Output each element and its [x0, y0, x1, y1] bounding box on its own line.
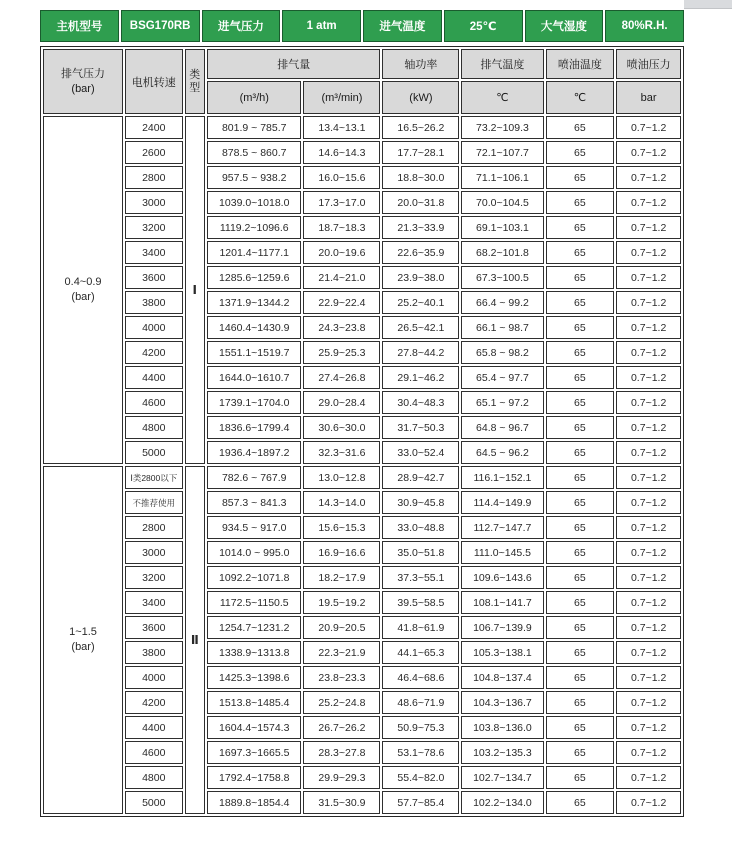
table-row — [43, 366, 681, 389]
param-humidity-label: 大气湿度 — [525, 10, 604, 42]
cell-flow-m3min: 29.9~29.3 — [303, 766, 380, 789]
unit-exhaust-temp: ℃ — [461, 81, 543, 114]
table-row — [43, 666, 681, 689]
cell-oil-pressure: 0.7~1.2 — [616, 441, 681, 464]
cell-flow-m3h: 1460.4~1430.9 — [207, 316, 301, 339]
cell-flow-m3min: 19.5~19.2 — [303, 591, 380, 614]
cell-flow-m3h: 1254.7~1231.2 — [207, 616, 301, 639]
cell-shaft-power: 21.3~33.9 — [382, 216, 459, 239]
cell-motor-speed: Ⅰ类2800以下 — [125, 466, 182, 489]
cell-motor-speed: 5000 — [125, 791, 182, 814]
cell-exhaust-temp: 64.5 ~ 96.2 — [461, 441, 543, 464]
cell-flow-m3min: 24.3~23.8 — [303, 316, 380, 339]
cell-motor-speed: 4400 — [125, 366, 182, 389]
cell-flow-m3h: 1039.0~1018.0 — [207, 191, 301, 214]
table-row — [43, 116, 681, 139]
cell-flow-m3h: 801.9 ~ 785.7 — [207, 116, 301, 139]
unit-oil-temp: ℃ — [546, 81, 615, 114]
param-inlet-temp-value: 25℃ — [444, 10, 523, 42]
cell-exhaust-temp: 106.7~139.9 — [461, 616, 543, 639]
cell-exhaust-temp: 103.8~136.0 — [461, 716, 543, 739]
cell-flow-m3h: 1604.4~1574.3 — [207, 716, 301, 739]
col-header-oil-temp: 喷油温度 — [546, 49, 615, 79]
cell-oil-temp: 65 — [546, 191, 615, 214]
header-row-1 — [43, 49, 681, 79]
cell-oil-pressure: 0.7~1.2 — [616, 791, 681, 814]
unit-oil-pressure: bar — [616, 81, 681, 114]
cell-motor-speed: 不推荐使用 — [125, 491, 182, 514]
cell-flow-m3min: 18.2~17.9 — [303, 566, 380, 589]
param-host-model-value: BSG170RB — [121, 10, 200, 42]
cell-oil-temp: 65 — [546, 666, 615, 689]
cell-flow-m3min: 25.9~25.3 — [303, 341, 380, 364]
cell-oil-temp: 65 — [546, 241, 615, 264]
cell-oil-pressure: 0.7~1.2 — [616, 316, 681, 339]
cell-oil-pressure: 0.7~1.2 — [616, 341, 681, 364]
pressure-range-cell-1: 0.4~0.9 (bar) — [43, 116, 123, 464]
cell-shaft-power: 57.7~85.4 — [382, 791, 459, 814]
col-header-oil-pressure: 喷油压力 — [616, 49, 681, 79]
cell-flow-m3min: 14.6~14.3 — [303, 141, 380, 164]
cell-flow-m3min: 23.8~23.3 — [303, 666, 380, 689]
cell-exhaust-temp: 103.2~135.3 — [461, 741, 543, 764]
cell-shaft-power: 33.0~48.8 — [382, 516, 459, 539]
cell-shaft-power: 33.0~52.4 — [382, 441, 459, 464]
table-row — [43, 741, 681, 764]
cell-exhaust-temp: 69.1~103.1 — [461, 216, 543, 239]
cell-flow-m3min: 29.0~28.4 — [303, 391, 380, 414]
cell-motor-speed: 3800 — [125, 291, 182, 314]
cell-flow-m3h: 1836.6~1799.4 — [207, 416, 301, 439]
cell-motor-speed: 2600 — [125, 141, 182, 164]
cell-flow-m3h: 934.5 ~ 917.0 — [207, 516, 301, 539]
cell-oil-pressure: 0.7~1.2 — [616, 666, 681, 689]
cell-oil-pressure: 0.7~1.2 — [616, 216, 681, 239]
cell-oil-pressure: 0.7~1.2 — [616, 291, 681, 314]
cell-shaft-power: 16.5~26.2 — [382, 116, 459, 139]
cell-exhaust-temp: 114.4~149.9 — [461, 491, 543, 514]
table-row — [43, 516, 681, 539]
exhaust-pressure-label: 排气压力 — [61, 68, 106, 81]
cell-flow-m3min: 18.7~18.3 — [303, 216, 380, 239]
cell-motor-speed: 3800 — [125, 641, 182, 664]
cell-flow-m3h: 1119.2~1096.6 — [207, 216, 301, 239]
cell-flow-m3h: 1014.0 ~ 995.0 — [207, 541, 301, 564]
cell-oil-pressure: 0.7~1.2 — [616, 616, 681, 639]
cell-oil-temp: 65 — [546, 141, 615, 164]
table-row — [43, 591, 681, 614]
table-body — [43, 116, 681, 814]
table-row — [43, 166, 681, 189]
cell-exhaust-temp: 108.1~141.7 — [461, 591, 543, 614]
cell-shaft-power: 53.1~78.6 — [382, 741, 459, 764]
cell-flow-m3min: 21.4~21.0 — [303, 266, 380, 289]
table-row — [43, 441, 681, 464]
cell-flow-m3h: 878.5 ~ 860.7 — [207, 141, 301, 164]
param-host-model-label: 主机型号 — [40, 10, 119, 42]
cell-exhaust-temp: 66.1 ~ 98.7 — [461, 316, 543, 339]
cell-flow-m3h: 1201.4~1177.1 — [207, 241, 301, 264]
cell-flow-m3h: 1513.8~1485.4 — [207, 691, 301, 714]
cell-shaft-power: 30.9~45.8 — [382, 491, 459, 514]
cell-oil-pressure: 0.7~1.2 — [616, 766, 681, 789]
cell-motor-speed: 4400 — [125, 716, 182, 739]
cell-shaft-power: 48.6~71.9 — [382, 691, 459, 714]
table-row — [43, 766, 681, 789]
cell-exhaust-temp: 71.1~106.1 — [461, 166, 543, 189]
cell-exhaust-temp: 104.3~136.7 — [461, 691, 543, 714]
table-row — [43, 691, 681, 714]
cell-flow-m3min: 32.3~31.6 — [303, 441, 380, 464]
cell-oil-pressure: 0.7~1.2 — [616, 691, 681, 714]
pressure-range-cell-2: 1~1.5 (bar) — [43, 466, 123, 814]
exhaust-pressure-unit: (bar) — [71, 82, 95, 95]
cell-flow-m3min: 20.9~20.5 — [303, 616, 380, 639]
cell-flow-m3min: 16.9~16.6 — [303, 541, 380, 564]
cell-flow-m3h: 1889.8~1854.4 — [207, 791, 301, 814]
cell-flow-m3min: 20.0~19.6 — [303, 241, 380, 264]
cell-motor-speed: 3400 — [125, 591, 182, 614]
cell-exhaust-temp: 67.3~100.5 — [461, 266, 543, 289]
param-inlet-pressure-label: 进气压力 — [202, 10, 281, 42]
table-row — [43, 141, 681, 164]
cell-shaft-power: 50.9~75.3 — [382, 716, 459, 739]
cell-exhaust-temp: 72.1~107.7 — [461, 141, 543, 164]
table-row — [43, 641, 681, 664]
cell-oil-temp: 65 — [546, 616, 615, 639]
cell-motor-speed: 3000 — [125, 191, 182, 214]
cell-oil-temp: 65 — [546, 216, 615, 239]
cell-shaft-power: 41.8~61.9 — [382, 616, 459, 639]
cell-oil-pressure: 0.7~1.2 — [616, 566, 681, 589]
cell-flow-m3h: 1092.2~1071.8 — [207, 566, 301, 589]
cell-exhaust-temp: 109.6~143.6 — [461, 566, 543, 589]
unit-flow-m3h: (m³/h) — [207, 81, 301, 114]
cell-flow-m3min: 13.4~13.1 — [303, 116, 380, 139]
cell-oil-pressure: 0.7~1.2 — [616, 716, 681, 739]
cell-exhaust-temp: 68.2~101.8 — [461, 241, 543, 264]
cell-exhaust-temp: 73.2~109.3 — [461, 116, 543, 139]
cell-exhaust-temp: 104.8~137.4 — [461, 666, 543, 689]
cell-shaft-power: 28.9~42.7 — [382, 466, 459, 489]
cell-shaft-power: 46.4~68.6 — [382, 666, 459, 689]
cell-flow-m3min: 14.3~14.0 — [303, 491, 380, 514]
cell-oil-pressure: 0.7~1.2 — [616, 241, 681, 264]
cell-oil-temp: 65 — [546, 441, 615, 464]
table-row — [43, 416, 681, 439]
cell-shaft-power: 18.8~30.0 — [382, 166, 459, 189]
param-humidity-value: 80%R.H. — [605, 10, 684, 42]
cell-flow-m3h: 782.6 ~ 767.9 — [207, 466, 301, 489]
cell-oil-temp: 65 — [546, 716, 615, 739]
cell-oil-pressure: 0.7~1.2 — [616, 416, 681, 439]
cell-exhaust-temp: 102.2~134.0 — [461, 791, 543, 814]
cell-motor-speed: 4200 — [125, 341, 182, 364]
cell-motor-speed: 3600 — [125, 616, 182, 639]
table-row — [43, 566, 681, 589]
table-row — [43, 216, 681, 239]
cell-shaft-power: 22.6~35.9 — [382, 241, 459, 264]
cell-oil-temp: 65 — [546, 166, 615, 189]
cell-oil-pressure: 0.7~1.2 — [616, 516, 681, 539]
cell-oil-temp: 65 — [546, 366, 615, 389]
cell-shaft-power: 44.1~65.3 — [382, 641, 459, 664]
table-row — [43, 716, 681, 739]
table-row — [43, 616, 681, 639]
table-row — [43, 791, 681, 814]
cell-oil-temp: 65 — [546, 691, 615, 714]
cell-motor-speed: 4600 — [125, 391, 182, 414]
cell-oil-temp: 65 — [546, 591, 615, 614]
cell-shaft-power: 30.4~48.3 — [382, 391, 459, 414]
cell-exhaust-temp: 111.0~145.5 — [461, 541, 543, 564]
cell-exhaust-temp: 70.0~104.5 — [461, 191, 543, 214]
cell-motor-speed: 4000 — [125, 316, 182, 339]
cell-flow-m3h: 957.5 ~ 938.2 — [207, 166, 301, 189]
cell-oil-pressure: 0.7~1.2 — [616, 591, 681, 614]
cell-exhaust-temp: 105.3~138.1 — [461, 641, 543, 664]
unit-flow-m3min: (m³/min) — [303, 81, 380, 114]
cell-flow-m3min: 22.3~21.9 — [303, 641, 380, 664]
cell-shaft-power: 26.5~42.1 — [382, 316, 459, 339]
cell-motor-speed: 4200 — [125, 691, 182, 714]
cell-flow-m3h: 1172.5~1150.5 — [207, 591, 301, 614]
cell-shaft-power: 23.9~38.0 — [382, 266, 459, 289]
cell-flow-m3h: 1792.4~1758.8 — [207, 766, 301, 789]
table-row — [43, 491, 681, 514]
cell-oil-temp: 65 — [546, 491, 615, 514]
table-row — [43, 266, 681, 289]
cell-motor-speed: 3200 — [125, 566, 182, 589]
cell-oil-temp: 65 — [546, 541, 615, 564]
cell-flow-m3min: 17.3~17.0 — [303, 191, 380, 214]
cell-oil-temp: 65 — [546, 791, 615, 814]
table-row — [43, 316, 681, 339]
cell-oil-temp: 65 — [546, 416, 615, 439]
cell-flow-m3min: 16.0~15.6 — [303, 166, 380, 189]
cell-oil-pressure: 0.7~1.2 — [616, 141, 681, 164]
cell-flow-m3min: 22.9~22.4 — [303, 291, 380, 314]
cell-exhaust-temp: 102.7~134.7 — [461, 766, 543, 789]
cell-flow-m3h: 1697.3~1665.5 — [207, 741, 301, 764]
table-row — [43, 241, 681, 264]
cell-flow-m3min: 31.5~30.9 — [303, 791, 380, 814]
cell-flow-m3h: 1644.0~1610.7 — [207, 366, 301, 389]
cell-flow-m3h: 857.3 ~ 841.3 — [207, 491, 301, 514]
cell-exhaust-temp: 64.8 ~ 96.7 — [461, 416, 543, 439]
cell-exhaust-temp: 65.4 ~ 97.7 — [461, 366, 543, 389]
cell-motor-speed: 3600 — [125, 266, 182, 289]
cell-flow-m3h: 1371.9~1344.2 — [207, 291, 301, 314]
cell-motor-speed: 4600 — [125, 741, 182, 764]
cell-shaft-power: 20.0~31.8 — [382, 191, 459, 214]
cell-exhaust-temp: 65.8 ~ 98.2 — [461, 341, 543, 364]
col-header-type: 类型 — [185, 49, 206, 114]
table-row — [43, 191, 681, 214]
cell-oil-pressure: 0.7~1.2 — [616, 491, 681, 514]
cell-oil-temp: 65 — [546, 641, 615, 664]
cell-motor-speed: 4800 — [125, 416, 182, 439]
cell-motor-speed: 2800 — [125, 516, 182, 539]
col-header-exhaust-temp: 排气温度 — [461, 49, 543, 79]
cell-shaft-power: 25.2~40.1 — [382, 291, 459, 314]
cell-shaft-power: 27.8~44.2 — [382, 341, 459, 364]
table-row — [43, 541, 681, 564]
cell-oil-pressure: 0.7~1.2 — [616, 191, 681, 214]
cell-oil-temp: 65 — [546, 341, 615, 364]
cell-shaft-power: 37.3~55.1 — [382, 566, 459, 589]
col-header-flow: 排气量 — [207, 49, 380, 79]
spec-table — [40, 46, 684, 817]
cell-oil-pressure: 0.7~1.2 — [616, 741, 681, 764]
cell-flow-m3min: 13.0~12.8 — [303, 466, 380, 489]
param-inlet-temp-label: 进气温度 — [363, 10, 442, 42]
cell-exhaust-temp: 65.1 ~ 97.2 — [461, 391, 543, 414]
cell-motor-speed: 4000 — [125, 666, 182, 689]
cell-flow-m3min: 28.3~27.8 — [303, 741, 380, 764]
cell-flow-m3h: 1338.9~1313.8 — [207, 641, 301, 664]
cell-shaft-power: 39.5~58.5 — [382, 591, 459, 614]
cell-motor-speed: 4800 — [125, 766, 182, 789]
parameter-bar — [40, 10, 684, 42]
cell-oil-pressure: 0.7~1.2 — [616, 541, 681, 564]
cell-flow-m3h: 1739.1~1704.0 — [207, 391, 301, 414]
cell-flow-m3min: 30.6~30.0 — [303, 416, 380, 439]
cell-oil-temp: 65 — [546, 466, 615, 489]
col-header-motor-speed: 电机转速 — [125, 49, 182, 114]
cell-oil-pressure: 0.7~1.2 — [616, 391, 681, 414]
cell-flow-m3min: 27.4~26.8 — [303, 366, 380, 389]
cell-flow-m3h: 1285.6~1259.6 — [207, 266, 301, 289]
cell-oil-temp: 65 — [546, 566, 615, 589]
cell-flow-m3h: 1425.3~1398.6 — [207, 666, 301, 689]
cell-shaft-power: 29.1~46.2 — [382, 366, 459, 389]
param-inlet-pressure-value: 1 atm — [282, 10, 361, 42]
table-row — [43, 291, 681, 314]
cell-oil-temp: 65 — [546, 316, 615, 339]
cell-oil-pressure: 0.7~1.2 — [616, 366, 681, 389]
scrollbar-fragment[interactable] — [684, 0, 732, 9]
cell-oil-temp: 65 — [546, 741, 615, 764]
cell-oil-pressure: 0.7~1.2 — [616, 116, 681, 139]
type-cell-2: Ⅱ — [185, 466, 206, 814]
table-row — [43, 391, 681, 414]
cell-oil-temp: 65 — [546, 291, 615, 314]
cell-exhaust-temp: 66.4 ~ 99.2 — [461, 291, 543, 314]
col-header-shaft-power: 轴功率 — [382, 49, 459, 79]
cell-oil-temp: 65 — [546, 516, 615, 539]
cell-shaft-power: 31.7~50.3 — [382, 416, 459, 439]
cell-motor-speed: 2800 — [125, 166, 182, 189]
cell-exhaust-temp: 112.7~147.7 — [461, 516, 543, 539]
cell-shaft-power: 35.0~51.8 — [382, 541, 459, 564]
cell-flow-m3h: 1936.4~1897.2 — [207, 441, 301, 464]
cell-flow-m3min: 15.6~15.3 — [303, 516, 380, 539]
cell-oil-pressure: 0.7~1.2 — [616, 641, 681, 664]
cell-motor-speed: 3200 — [125, 216, 182, 239]
cell-shaft-power: 55.4~82.0 — [382, 766, 459, 789]
cell-shaft-power: 17.7~28.1 — [382, 141, 459, 164]
cell-exhaust-temp: 116.1~152.1 — [461, 466, 543, 489]
cell-flow-m3min: 25.2~24.8 — [303, 691, 380, 714]
cell-oil-temp: 65 — [546, 116, 615, 139]
cell-oil-temp: 65 — [546, 391, 615, 414]
table-row — [43, 466, 681, 489]
cell-oil-temp: 65 — [546, 766, 615, 789]
type-cell-1: Ⅰ — [185, 116, 206, 464]
cell-oil-pressure: 0.7~1.2 — [616, 466, 681, 489]
cell-oil-temp: 65 — [546, 266, 615, 289]
cell-motor-speed: 2400 — [125, 116, 182, 139]
col-header-exhaust-pressure — [43, 49, 123, 114]
cell-flow-m3min: 26.7~26.2 — [303, 716, 380, 739]
cell-oil-pressure: 0.7~1.2 — [616, 166, 681, 189]
cell-flow-m3h: 1551.1~1519.7 — [207, 341, 301, 364]
table-row — [43, 341, 681, 364]
cell-motor-speed: 3000 — [125, 541, 182, 564]
cell-motor-speed: 3400 — [125, 241, 182, 264]
cell-motor-speed: 5000 — [125, 441, 182, 464]
unit-power-kw: (kW) — [382, 81, 459, 114]
cell-oil-pressure: 0.7~1.2 — [616, 266, 681, 289]
